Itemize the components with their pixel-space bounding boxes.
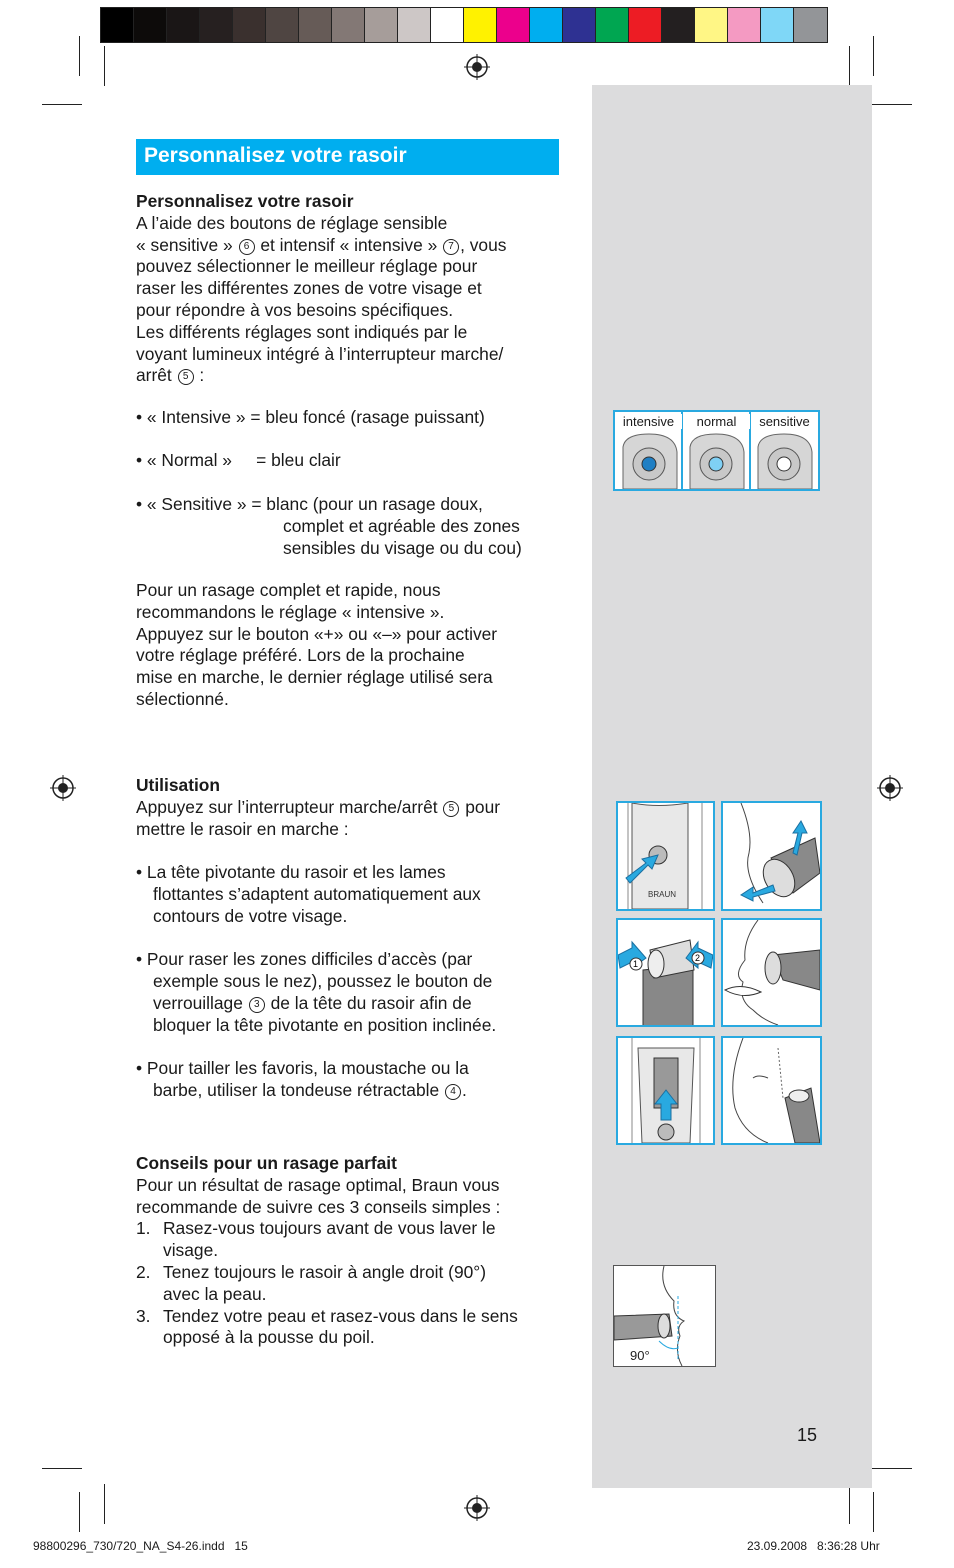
text-line: recommandons le réglage « intensive ». [136,601,445,622]
page-number: 15 [797,1425,818,1445]
text-line: voyant lumineux intégré à l’interrupteur marche/ [136,343,504,364]
shaving-modes-figure [613,410,820,491]
usage-figure-under-nose [721,918,822,1027]
crop-mark [849,46,850,86]
color-swatch [596,8,629,42]
usage-figure-lock-head [616,918,715,1027]
color-calibration-bar [100,7,828,43]
section-heading: Personnalisez votre rasoir [136,191,354,211]
face-pivot-illustration [723,803,820,909]
color-swatch [629,8,662,42]
text-line: mise en marche, le dernier réglage utilisé sera [136,667,493,688]
tip-item: 1. Rasez-vous toujours avant de vous laver le visage. [136,1218,496,1261]
usage-figure-trimmer [616,1036,715,1145]
color-swatch [332,8,365,42]
color-swatch [398,8,431,42]
text-line: Pour un résultat de rasage optimal, Braun vous [136,1174,500,1195]
bullet-line: bloquer la tête pivotante en position inclinée. [153,1014,497,1035]
step-number-1: 1 [633,959,639,969]
text-line: raser les différentes zones de votre visage et [136,278,482,299]
text-line: Pour un rasage complet et rapide, nous [136,580,441,600]
registration-mark-icon [877,775,903,801]
setting-sensitive: • « Sensitive » = blanc (pour un rasage doux, complet et agréable des zones sensibles du visage ou du cou) [136,494,522,558]
shaver-front-illustration [618,803,713,909]
setting-intensive: • « Intensive » = bleu foncé (rasage puissant) [136,407,485,427]
utilisation-section [136,775,566,1102]
bullet-line: contours de votre visage. [153,905,348,926]
paragraph-recommendation [136,580,566,711]
crop-mark [872,1468,912,1469]
reference-number: 5 [443,801,459,817]
crop-mark [872,104,912,105]
color-swatch [200,8,233,42]
bullet-line: verrouillage 3 de la tête du rasoir afin de [153,992,472,1013]
step-number-2: 2 [695,953,701,963]
shaver-lock-illustration [618,920,713,1025]
text-line: recommande de suivre ces 3 conseils simples : [136,1196,501,1217]
color-swatch [464,8,497,42]
crop-mark [104,1484,105,1524]
section-title-bar [136,139,559,175]
bullet-line: • La tête pivotante du rasoir et les lames [136,862,446,883]
crop-mark [104,46,105,86]
reference-number: 5 [178,369,194,385]
text-line: votre réglage préféré. Lors de la prochaine [136,645,465,666]
tip-item: 3. Tendez votre peau et rasez-vous dans le sens opposé à la pousse du poil. [136,1305,518,1348]
text-line: arrêt 5 : [136,365,205,386]
reference-number: 6 [239,239,255,255]
angle-figure [613,1265,716,1367]
color-swatch [299,8,332,42]
color-swatch [662,8,695,42]
crop-mark [873,36,874,76]
face-nose-illustration [723,920,820,1025]
brand-label: BRAUN [648,890,677,899]
usage-figure-pivot-head [721,801,822,911]
angle-label: 90° [630,1348,650,1363]
face-angle-illustration [614,1266,715,1366]
shaver-trimmer-illustration [618,1038,713,1143]
mode-label-normal: normal [683,414,750,429]
led-normal [709,457,723,471]
tip-number: 2. [136,1261,151,1282]
text-line: A l’aide des boutons de réglage sensible [136,212,448,233]
tip-item: 2. Tenez toujours le rasoir à angle droit (90°) avec la peau. [136,1261,487,1304]
crop-mark [42,1468,82,1469]
color-swatch [101,8,134,42]
led-sensitive [777,457,791,471]
text-line: Les différents réglages sont indiqués par le [136,321,468,342]
text-line: pouvez sélectionner le meilleur réglage pour [136,256,478,277]
bullet-line: exemple sous le nez), poussez le bouton de [153,971,493,992]
crop-mark [873,1492,874,1532]
crop-mark [79,36,80,76]
crop-mark [849,1484,850,1524]
mode-label-intensive: intensive [615,414,682,429]
reference-number: 3 [249,997,265,1013]
crop-mark [42,104,82,105]
text-line: Appuyez sur le bouton «+» ou «–» pour activer [136,623,498,644]
reference-number: 4 [445,1084,461,1100]
color-swatch [695,8,728,42]
reference-number: 7 [443,239,459,255]
tip-number: 3. [136,1305,151,1326]
section-heading: Conseils pour un rasage parfait [136,1153,397,1173]
color-swatch [431,8,464,42]
led-intensive [642,457,656,471]
tips-section [136,1153,566,1349]
registration-mark-icon [464,1495,490,1521]
color-swatch [134,8,167,42]
color-swatch [530,8,563,42]
tip-number: 1. [136,1218,151,1239]
color-swatch [233,8,266,42]
color-swatch [167,8,200,42]
color-swatch [563,8,596,42]
face-sideburns-illustration [723,1038,820,1143]
intro-section [136,191,566,387]
color-swatch [266,8,299,42]
section-heading: Utilisation [136,775,221,795]
text-line: « sensitive » 6 et intensif « intensive » 7 , vous [136,234,507,255]
setting-normal: • « Normal » = bleu clair [136,450,341,470]
registration-mark-icon [50,775,76,801]
footer-file-info: 98800296_730/720_NA_S4-26.indd 15 [33,1539,248,1553]
text-line: mettre le rasoir en marche : [136,818,349,839]
usage-figure-switch-on [616,801,715,911]
text-line: sélectionné. [136,688,229,709]
color-swatch [761,8,794,42]
bullet-line: • Pour tailler les favoris, la moustache ou la [136,1058,469,1079]
color-swatch [497,8,530,42]
text-line: Appuyez sur l’interrupteur marche/arrêt 5 pour [136,796,501,817]
bullet-line: barbe, utiliser la tondeuse rétractable 4 . [153,1080,467,1101]
mode-label-sensitive: sensitive [751,414,818,429]
usage-figure-sideburns [721,1036,822,1145]
crop-mark [79,1492,80,1532]
text-line: pour répondre à vos besoins spécifiques. [136,299,454,320]
color-swatch [728,8,761,42]
color-swatch [365,8,398,42]
footer-timestamp: 23.09.2008 8:36:28 Uhr [747,1539,880,1553]
page-title: Personnalisez votre rasoir [144,144,407,167]
registration-mark-icon [464,54,490,80]
bullet-line: flottantes s’adaptent automatiquement aux [153,883,481,904]
bullet-line: • Pour raser les zones difficiles d’accès (par [136,949,473,970]
color-swatch [794,8,827,42]
